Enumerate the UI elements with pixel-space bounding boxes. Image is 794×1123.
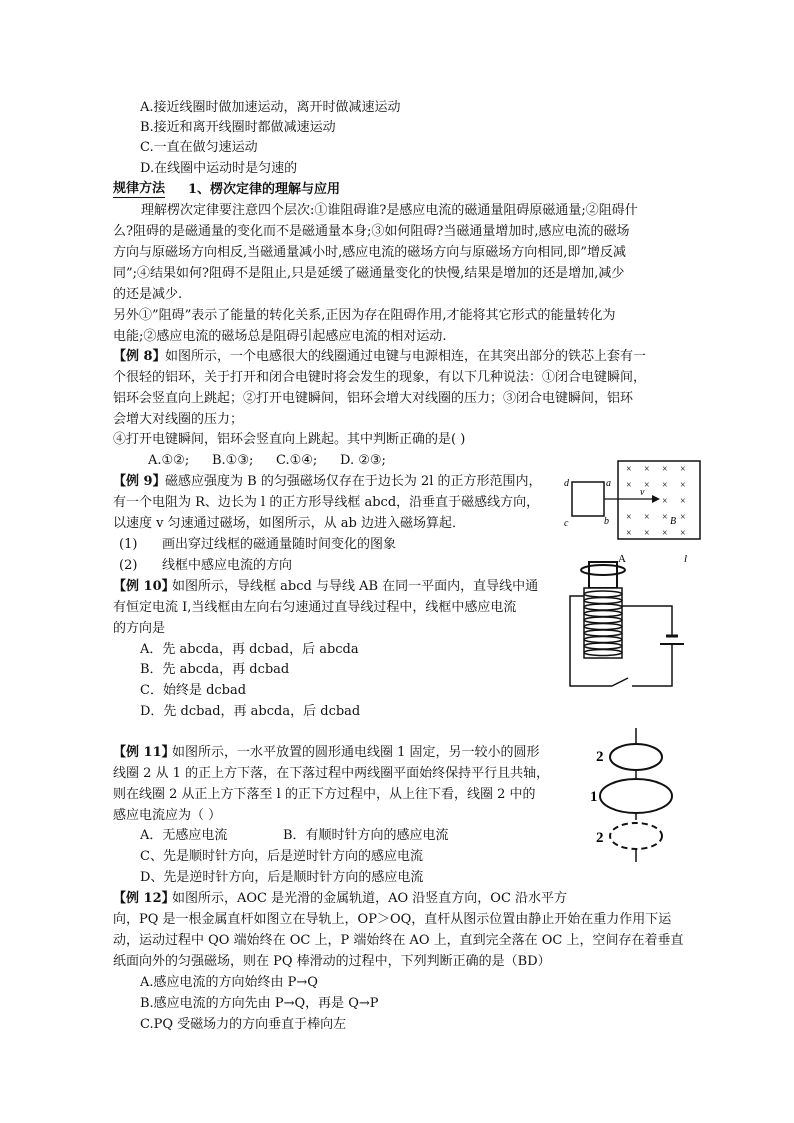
loop-1	[600, 779, 672, 813]
ex12-line: 动，运动过程中 QO 端始终在 OC 上，P 端始终在 AO 上，直到完全落在 OC 上，空间存在着垂直	[113, 933, 684, 948]
field-cross: ×	[680, 512, 686, 523]
switch-blade	[612, 678, 628, 686]
para2-line: 另外①”阻碍”表示了能量的转化关系,正因为存在阻碍作用,才能将其它形式的能量转化为	[113, 308, 616, 323]
field-cross: ×	[644, 480, 650, 491]
ex9-label: 【例 9】	[113, 474, 166, 489]
ex12-option-b: B.感应电流的方向先由 P→Q，再是 Q→P	[140, 996, 379, 1011]
ex9-line: 有一个电阻为 R、边长为 l 的正方形导线框 abcd，沿垂直于磁感线方向，	[113, 495, 540, 510]
field-cross-marks	[626, 464, 686, 539]
ex11-option-a: A．无感应电流	[140, 828, 228, 843]
para1-line: 理解楞次定律要注意四个层次:①谁阻碍谁?是感应电流的磁通量阻碍原磁通量;②阻碍什	[141, 203, 638, 218]
ex9-sub1-number: (1)	[119, 537, 138, 552]
label-loop-2-top: 2	[596, 749, 604, 765]
para1-line: 同”;④结果如何?阻碍不是阻止,只是延缓了磁通量变化的快慢,结果是增加的还是增加,减少	[113, 266, 625, 281]
ex10-label: 【例 10】	[113, 579, 175, 594]
ex9-line: 以速度 v 匀速通过磁场，如图所示，从 ab 边进入磁场算起．	[113, 516, 465, 531]
ex11-label: 【例 11】	[113, 745, 175, 760]
label-c: c	[564, 518, 569, 529]
ex9-sub1-text: 画出穿过线框的磁通量随时间变化的图象	[162, 537, 397, 552]
ex8-label: 【例 8】	[113, 349, 166, 364]
label-d: d	[564, 478, 569, 489]
ex10-line: 的方向是	[113, 621, 166, 636]
ex12-line: 向，PQ 是一根金属直杆如图立在导轨上，OP＞OQ，直杆从图示位置由静止开始在重力作用下运	[113, 912, 672, 927]
label-loop-1: 1	[590, 789, 598, 805]
ex9-sub2-text: 线框中感应电流的方向	[162, 558, 293, 573]
para1-line: 的还是减少.	[113, 287, 183, 302]
field-cross: ×	[644, 512, 650, 523]
field-cross: ×	[626, 528, 632, 539]
para1-line: 么?阻碍的是磁通量的变化而不是磁通量本身;③如何阻碍?当磁通量增加时,感应电流的磁场	[113, 224, 630, 239]
ex8-line: 如图所示，一个电感很大的线圈通过电键与电源相连，在其突出部分的铁芯上套有一	[165, 349, 647, 364]
loop-2-lower	[610, 823, 662, 849]
field-cross: ×	[680, 496, 686, 507]
label-v: v	[640, 487, 645, 498]
field-cross: ×	[644, 528, 650, 539]
ex12-option-c: C.PQ 受磁场力的方向垂直于棒向左	[140, 1017, 347, 1032]
prev-option-c: C.一直在做匀速运动	[140, 140, 258, 155]
square-loop	[572, 482, 604, 516]
loop-2-upper	[610, 744, 662, 770]
ex8-option-d: D. ②③;	[340, 453, 386, 468]
aluminum-ring	[581, 565, 625, 575]
field-cross: ×	[644, 464, 650, 475]
para2-line: 电能;②感应电流的磁场总是阻碍引起感应电流的相对运动.	[113, 329, 447, 344]
field-cross: ×	[662, 496, 668, 507]
field-cross: ×	[680, 528, 686, 539]
label-B: B	[670, 516, 677, 527]
field-cross: ×	[626, 464, 632, 475]
label-a: a	[606, 478, 611, 489]
field-cross: ×	[680, 464, 686, 475]
ex11-option-c: C、先是顺时针方向，后是逆时针方向的感应电流	[140, 849, 423, 864]
ex9-field-figure	[560, 458, 702, 542]
label-l: l	[684, 553, 688, 565]
ex8-option-b: B.①③;	[212, 453, 254, 468]
field-cross: ×	[626, 512, 632, 523]
ex9-line: 磁感应强度为 B 的匀强磁场仅存在于边长为 2l 的正方形范围内，	[165, 474, 542, 489]
field-cross: ×	[626, 480, 632, 491]
ex11-option-d: D、先是逆时针方向，后是顺时针方向的感应电流	[140, 870, 424, 885]
ex11-option-b: B．有顺时针方向的感应电流	[283, 828, 449, 843]
coil-circuit-figure	[562, 548, 698, 698]
prev-option-a: A.接近线圈时做加速运动，离开时做减速运动	[140, 100, 401, 115]
ex11-line: 感应电流应为（ ）	[113, 808, 222, 823]
ex12-option-a: A.感应电流的方向始终由 P→Q	[140, 975, 318, 990]
ex8-option-a: A.①②;	[148, 453, 190, 468]
ex11-line: 则在线圈 2 从正上方下落至 l 的正下方过程中，从上往下看，线圈 2 中的	[113, 787, 536, 802]
label-loop-2-bottom: 2	[596, 830, 604, 846]
ex8-line: 铝环会竖直向上跳起；②打开电键瞬间，铝环会增大对线圈的压力；③闭合电键瞬间，铝环	[113, 391, 634, 406]
field-cross: ×	[662, 528, 668, 539]
field-cross: ×	[680, 480, 686, 491]
label-A: A	[618, 553, 626, 565]
ex8-option-c: C.①④;	[276, 453, 318, 468]
ex10-option-d: D．先 dcbad，再 abcda，后 dcbad	[140, 704, 361, 719]
prev-option-b: B.接近和离开线圈时都做减速运动	[140, 120, 336, 135]
ex10-option-b: B．先 abcda，再 dcbad	[140, 662, 290, 677]
ex11-line: 如图所示，一水平放置的圆形通电线圈 1 固定，另一较小的圆形	[172, 745, 540, 760]
prev-option-d: D.在线圈中运动时是匀速的	[140, 161, 298, 176]
wire-right	[622, 606, 672, 636]
ex12-line: 纸面向外的匀强磁场，则在 PQ 棒滑动的过程中，下列判断正确的是（BD）	[113, 954, 551, 969]
section-title: 1、楞次定律的理解与应用	[188, 182, 341, 197]
ex8-line: 会增大对线圈的压力；	[113, 412, 244, 427]
ex10-line: 如图所示，导线框 abcd 与导线 AB 在同一平面内，直导线中通	[172, 579, 539, 594]
coaxial-loops-figure	[590, 724, 690, 864]
ex11-line: 线圈 2 从 1 的正上方下落，在下落过程中两线圈平面始终保持平行且共轴，	[113, 766, 550, 781]
section-tag: 规律方法	[113, 181, 166, 196]
para1-line: 方向与原磁场方向相反,当磁通量减小时,感应电流的磁场方向与原磁场方向相同,即”增反减	[113, 245, 627, 260]
velocity-arrowhead	[652, 495, 660, 503]
label-b: b	[604, 516, 609, 527]
ex10-line: 有恒定电流 I,当线框由左向右匀速通过直导线过程中，线框中感应电流	[113, 600, 517, 615]
ex8-line: 个很轻的铝环，关于打开和闭合电键时将会发生的现象，有以下几种说法：①闭合电键瞬间，	[113, 370, 647, 385]
ex8-line: ④打开电键瞬间，铝环会竖直向上跳起。其中判断正确的是( )	[113, 432, 466, 447]
ex10-option-c: C．始终是 dcbad	[140, 683, 247, 698]
ex9-sub2-number: (2)	[119, 558, 138, 573]
ex12-line: 如图所示，AOC 是光滑的金属轨道，AO 沿竖直方向，OC 沿水平方	[172, 891, 568, 906]
field-cross: ×	[662, 512, 668, 523]
wire-bottom	[632, 644, 672, 686]
ex10-option-a: A．先 abcda，再 dcbad，后 abcda	[140, 642, 359, 657]
ex12-label: 【例 12】	[113, 891, 175, 906]
field-cross: ×	[662, 480, 668, 491]
field-cross: ×	[662, 464, 668, 475]
